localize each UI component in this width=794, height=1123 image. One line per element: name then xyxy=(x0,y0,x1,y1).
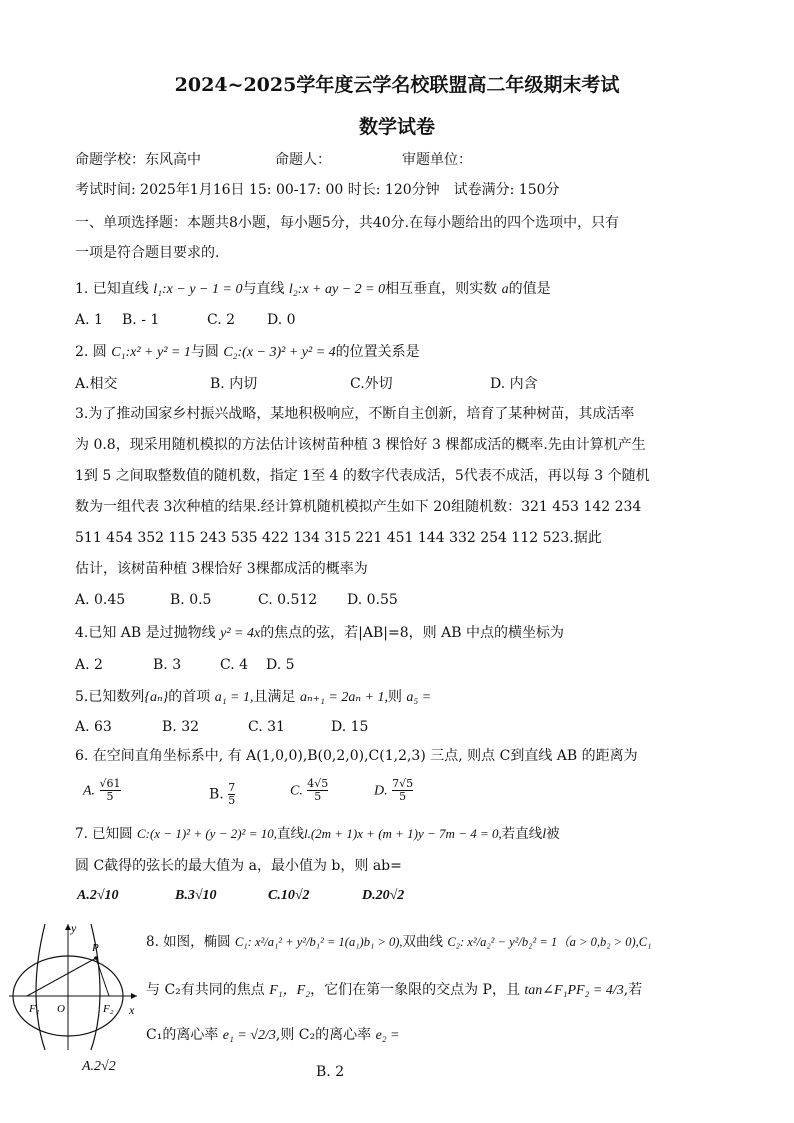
q3-option-a: A. 0.45 xyxy=(75,592,126,608)
q8-option-a: A.2√2 xyxy=(82,1059,116,1074)
q4-option-a: A. 2 xyxy=(75,657,103,673)
equation: C₁:x² + y² = 1 xyxy=(111,345,191,360)
question-2: 2. 圆 C₁:x² + y² = 1与圆 C₂:(x − 3)² + y² = 4的位置关系是 xyxy=(75,344,420,360)
q2-option-a: A.相交 xyxy=(75,376,118,392)
q7-option-c: C.10√2 xyxy=(268,888,310,903)
q4-option-c: C. 4 xyxy=(220,657,249,673)
equation: l.(2m + 1)x + (m + 1)y − 7m − 4 = 0, xyxy=(303,826,502,841)
q6-option-b: B. $\frac{7}{5}$ xyxy=(209,781,236,807)
equation: tan∠F₁PF₂ = 4/3 xyxy=(524,983,624,998)
q3-option-b: B. 0.5 xyxy=(170,592,212,608)
point-p-label: P xyxy=(92,942,99,954)
equation: C₂: x²/a₂² − y²/b₂² = 1（a > 0,b₂ > 0),C₁ xyxy=(447,935,652,949)
q5-option-a: A. 63 xyxy=(75,719,112,735)
q4-option-b: B. 3 xyxy=(153,657,182,673)
q6-option-d: D. $\frac{7√5}{5}$ xyxy=(374,777,414,803)
equation: a₅ = xyxy=(406,690,432,705)
question-7-line2: 圆 C截得的弦长的最大值为 a，最小值为 b，则 ab= xyxy=(75,858,402,874)
question-3-line6: 估计，该树苗种植 3棵恰好 3棵都成活的概率为 xyxy=(75,561,368,577)
q1-option-a: A. 1 xyxy=(75,312,103,328)
equation: e₁ = √2/3 xyxy=(222,1028,276,1043)
question-8-line1: 8. 如图，椭圆 C₁: x²/a₁² + y²/b₁² = 1(a₁)b₁ > 0),双曲线 C₂: x²/a₂² − y²/b₂² = 1（a > 0,b₂ > 0),C₁ xyxy=(146,934,652,950)
q6-option-c: C. $\frac{4√5}{5}$ xyxy=(290,777,329,803)
question-8-line3: C₁的离心率 e₁ = √2/3,则 C₂的离心率 e₂ = xyxy=(146,1027,400,1043)
q2-option-c: C.外切 xyxy=(350,376,393,392)
equation: y² = 4x xyxy=(220,626,261,641)
equation: e₂ = xyxy=(375,1028,400,1043)
question-3-line2: 为 0.8，现采用随机模拟的方法估计该树苗种植 3 棵恰好 3 棵都成活的概率.先由计算机产生 xyxy=(75,437,646,453)
question-3-line3: 1到 5 之间取整数值的随机数，指定 1至 4 的数字代表成活，5代表不成活，再以每 3 个随机 xyxy=(75,468,650,484)
q3-option-c: C. 0.512 xyxy=(258,592,318,608)
equation: C:(x − 1)² + (y − 2)² = 10, xyxy=(136,826,277,841)
question-3-line4: 数为一组代表 3次种植的结果.经计算机随机模拟产生如下 20组随机数：321 453 142 234 xyxy=(75,499,642,515)
author-label: 命题人： xyxy=(275,152,331,168)
question-4: 4.已知 AB 是过抛物线 y² = 4x的焦点的弦，若|AB|=8，则 AB 中点的横坐标为 xyxy=(75,625,564,641)
question-7-line1: 7. 已知圆 C:(x − 1)² + (y − 2)² = 10,直线l.(2m + 1)x + (m + 1)y − 7m − 4 = 0,若直线l被 xyxy=(75,826,560,842)
q7-option-d: D.20√2 xyxy=(362,888,405,903)
section-heading-line1: 一、单项选择题：本题共8小题，每小题5分，共40分.在每小题给出的四个选项中，只有 xyxy=(75,215,620,231)
focus-f2-label: F₂ xyxy=(103,1003,114,1015)
q2-option-b: B. 内切 xyxy=(210,376,258,392)
equation: l₂:x + ay − 2 = 0 xyxy=(288,282,386,297)
section-heading-line2: 一项是符合题目要求的. xyxy=(75,245,220,261)
q5-option-b: B. 32 xyxy=(162,719,200,735)
equation: a₁ = 1, xyxy=(214,690,254,705)
q3-option-d: D. 0.55 xyxy=(347,592,398,608)
q6-option-a: A. $\frac{√61}{5}$ xyxy=(83,777,121,803)
y-axis-label: y xyxy=(71,921,77,935)
q1-option-d: D. 0 xyxy=(267,312,296,328)
q5-option-c: C. 31 xyxy=(248,719,285,735)
q4-option-d: D. 5 xyxy=(266,657,295,673)
question-8-line2: 与 C₂有共同的焦点 F₁，F₂，它们在第一象限的交点为 P，且 tan∠F₁PF₂ = 4/3,若 xyxy=(146,982,643,998)
page-subtitle: 数学试卷 xyxy=(358,116,435,138)
q1-option-b: B. - 1 xyxy=(122,312,160,328)
question-5: 5.已知数列{aₙ}的首项 a₁ = 1,且满足 aₙ₊₁ = 2aₙ + 1,则 a₅ = xyxy=(75,689,432,705)
q8-option-b: B. 2 xyxy=(316,1064,345,1080)
page-title: 2024~2025学年度云学名校联盟高二年级期末考试 xyxy=(174,74,620,96)
ellipse-hyperbola-figure xyxy=(5,918,145,1053)
exam-info: 考试时间: 2025年1月16日 15: 00-17: 00 时长: 120分钟 试卷满分: 150分 xyxy=(75,182,560,198)
equation: aₙ₊₁ = 2aₙ + 1, xyxy=(299,690,388,705)
q2-option-d: D. 内含 xyxy=(490,376,538,392)
q7-option-b: B.3√10 xyxy=(175,888,217,903)
origin-label: O xyxy=(57,1003,65,1015)
equation: C₂:(x − 3)² + y² = 4 xyxy=(223,345,336,360)
q1-option-c: C. 2 xyxy=(207,312,236,328)
question-6: 6. 在空间直角坐标系中, 有 A(1,0,0),B(0,2,0),C(1,2,3) 三点, 则点 C到直线 AB 的距离为 xyxy=(75,748,638,764)
q7-option-a: A.2√10 xyxy=(77,888,119,903)
equation: C₁: x²/a₁² + y²/b₁² = 1(a₁)b₁ > 0), xyxy=(234,935,403,949)
reviewer-label: 审题单位： xyxy=(402,152,472,168)
question-1: 1. 已知直线 l₁:x − y − 1 = 0与直线 l₂:x + ay − 2 = 0相互垂直，则实数 a的值是 xyxy=(75,281,551,297)
x-axis-label: x xyxy=(129,1003,135,1017)
school-label: 命题学校：东风高中 xyxy=(75,152,201,168)
focus-f1-label: F₁ xyxy=(29,1003,40,1015)
question-3-line1: 3.为了推动国家乡村振兴战略，某地积极响应，不断自主创新，培育了某种树苗，其成活率 xyxy=(75,406,635,422)
question-3-line5: 511 454 352 115 243 535 422 134 315 221 451 144 332 254 112 523.据此 xyxy=(75,530,602,546)
equation: l₁:x − y − 1 = 0 xyxy=(153,282,243,297)
q5-option-d: D. 15 xyxy=(331,719,369,735)
